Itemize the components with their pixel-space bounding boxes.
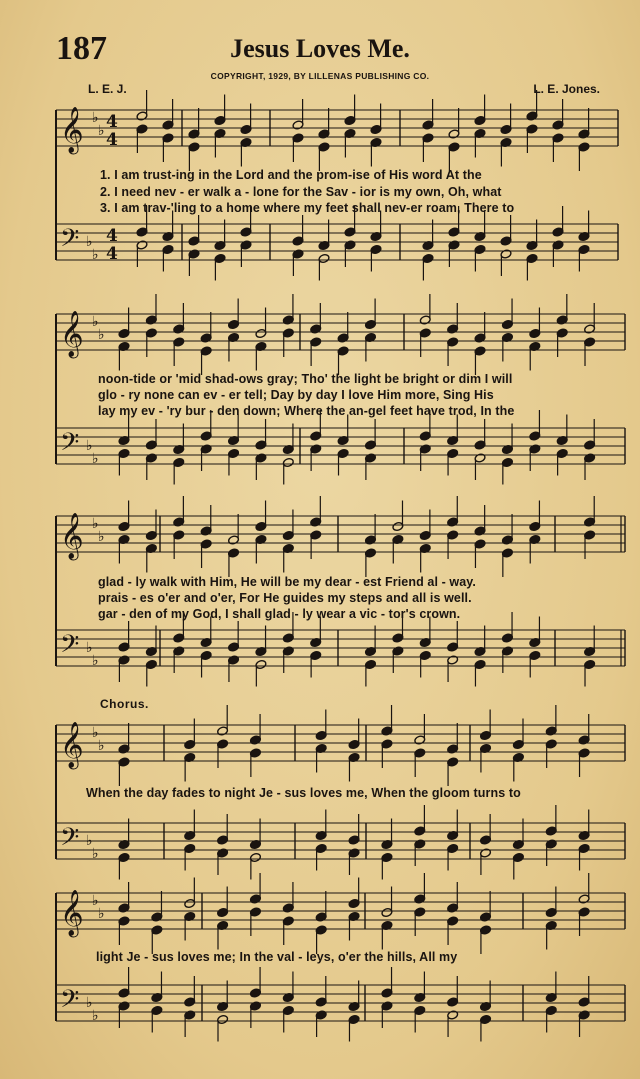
bass-clef-icon: 𝄢 xyxy=(60,224,80,259)
music-author: L. E. Jones. xyxy=(533,82,600,96)
lyric-line: When the day fades to night Je - sus loves me, When the gloom turns to xyxy=(86,786,521,800)
lyric-line: 3. I am trav-'ling to a home where my feet shall nev-er roam, There to xyxy=(100,201,515,215)
bass-clef-icon: 𝄢 xyxy=(60,630,80,665)
flat-icon: ♭ xyxy=(92,653,99,669)
flat-icon: ♭ xyxy=(98,906,105,922)
treble-clef-icon: 𝄞 xyxy=(60,513,84,559)
time-signature: 4 xyxy=(106,244,118,264)
flat-icon: ♭ xyxy=(98,327,105,343)
flat-icon: ♭ xyxy=(86,833,93,849)
lyric-line: 1. I am trust-ing in the Lord and the prom-ise of His word At the xyxy=(100,168,482,182)
flat-icon: ♭ xyxy=(98,123,105,139)
bass-clef-icon: 𝄢 xyxy=(60,428,80,463)
time-signature: 4 xyxy=(106,130,118,150)
flat-icon: ♭ xyxy=(92,1008,99,1024)
lyric-line: light Je - sus loves me; In the val - leys, o'er the hills, All my xyxy=(96,950,458,964)
flat-icon: ♭ xyxy=(92,893,99,909)
flat-icon: ♭ xyxy=(98,529,105,545)
lyric-line: lay my ev - 'ry bur - den down; Where the an-gel feet have trod, In the xyxy=(98,404,515,418)
lyric-line: prais - es o'er and o'er, For He guides my steps and all is well. xyxy=(98,591,472,605)
flat-icon: ♭ xyxy=(92,846,99,862)
words-author: L. E. J. xyxy=(88,82,127,96)
flat-icon: ♭ xyxy=(86,234,93,250)
treble-clef-icon: 𝄞 xyxy=(60,890,84,936)
bass-clef-icon: 𝄢 xyxy=(60,823,80,858)
treble-clef-icon: 𝄞 xyxy=(60,722,84,768)
flat-icon: ♭ xyxy=(92,314,99,330)
time-signature: 4 xyxy=(106,226,118,246)
lyric-line: 2. I need nev - er walk a - lone for the Sav - ior is my own, Oh, what xyxy=(100,185,502,199)
lyric-line: noon-tide or 'mid shad-ows gray; Tho' the light be bright or dim I will xyxy=(98,372,513,386)
copyright-notice: COPYRIGHT, 1929, BY LILLENAS PUBLISHING CO. xyxy=(210,71,430,81)
flat-icon: ♭ xyxy=(92,725,99,741)
flat-icon: ♭ xyxy=(92,451,99,467)
flat-icon: ♭ xyxy=(86,995,93,1011)
flat-icon: ♭ xyxy=(86,438,93,454)
lyric-line: glo - ry none can ev - er tell; Day by day I love Him more, Sing His xyxy=(98,388,494,402)
lyric-line: gar - den of my God, I shall glad - ly wear a vic - tor's crown. xyxy=(98,607,461,621)
time-signature: 4 xyxy=(106,112,118,132)
flat-icon: ♭ xyxy=(86,640,93,656)
flat-icon: ♭ xyxy=(98,738,105,754)
flat-icon: ♭ xyxy=(92,110,99,126)
hymn-title: Jesus Loves Me. xyxy=(230,34,410,63)
treble-clef-icon: 𝄞 xyxy=(60,311,84,357)
lyric-line: glad - ly walk with Him, He will be my dear - est Friend al - way. xyxy=(98,575,476,589)
flat-icon: ♭ xyxy=(92,516,99,532)
hymn-number: 187 xyxy=(56,30,107,67)
flat-icon: ♭ xyxy=(92,247,99,263)
bass-clef-icon: 𝄢 xyxy=(60,985,80,1020)
treble-clef-icon: 𝄞 xyxy=(60,107,84,153)
chorus-label: Chorus. xyxy=(100,697,149,711)
